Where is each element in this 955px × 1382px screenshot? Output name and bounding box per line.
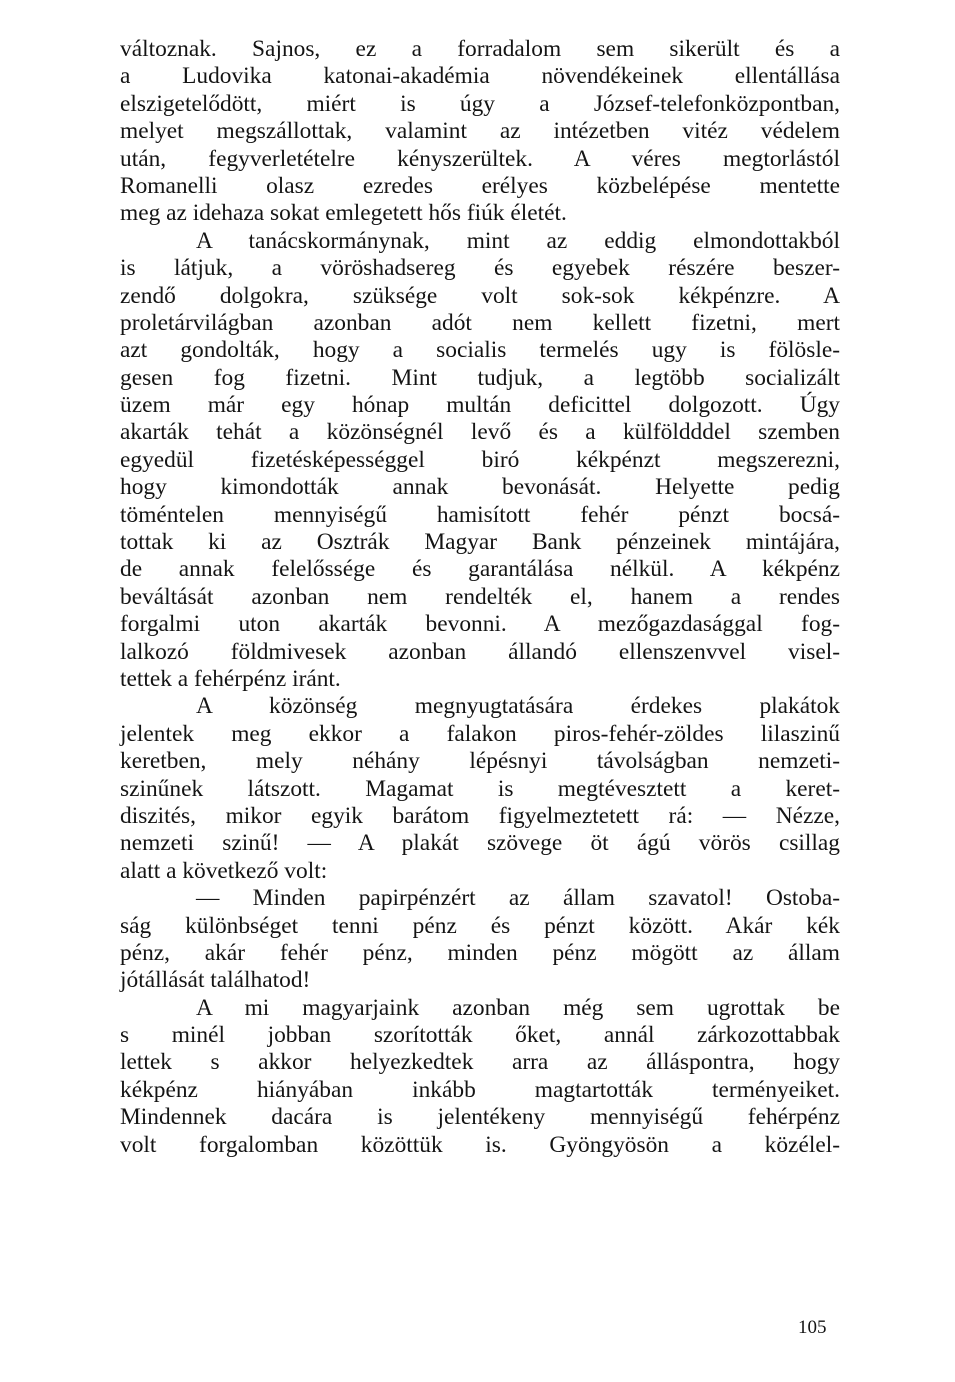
text-line: forgalmi uton akarták bevonni. A mezőgazdasággal fog- [120,611,840,638]
text-line: egyedül fizetésképességgel biró kékpénzt megszerezni, [120,446,840,473]
text-line: szinűnek látszott. Magamat is megtévesztett a keret- [120,775,840,802]
text-line: Mindennek dacára is jelentékeny mennyiségű fehérpénz [120,1104,840,1131]
text-line: üzem már egy hónap multán deficittel dolgozott. Úgy [120,392,840,419]
text-line: jelentek meg ekkor a falakon piros-fehér-zöldes lilaszinű [120,720,840,747]
text-line: változnak. Sajnos, ez a forradalom sem sikerült és a [120,36,840,62]
text-line: elszigetelődött, miért is úgy a József-telefonközpontban, [120,90,840,117]
text-line: lettek s akkor helyezkedtek arra az álláspontra, hogy [120,1049,840,1076]
text-line: beváltását azonban nem rendelték el, hanem a rendes [120,583,840,610]
text-line: jótállását találhatod! [120,967,311,994]
text-line: keretben, mely néhány lépésnyi távolságban nemzeti- [120,748,840,775]
text-line: s minél jobban szorították őket, annál zárkozottabbak [120,1022,840,1049]
text-line: nemzeti szinű! — A plakát szövege öt ágú vörös csillag [120,830,840,857]
page-number: 105 [798,1317,827,1338]
text-line: de annak felelőssége és garantálása nélkül. A kékpénz [120,556,840,583]
text-line: — Minden papirpénzért az állam szavatol! Ostoba- [196,885,840,912]
text-line: zendő dolgokra, szüksége volt sok-sok kékpénzre. A [120,282,840,309]
page-text-block [120,36,840,1159]
text-line: A mi magyarjaink azonban még sem ugrottak be [196,994,840,1021]
text-line: pénz, akár fehér pénz, minden pénz mögött az állam [120,939,840,966]
text-line: a Ludovika katonai-akadémia növendékeinek ellentállása [120,63,840,90]
text-line: alatt a következő volt: [120,857,328,884]
text-line: kékpénz hiányában inkább magtartották terményeiket. [120,1076,840,1103]
text-line: után, fegyverletételre kényszerültek. A véres megtorlástól [120,145,840,172]
text-line: A közönség megnyugtatására érdekes plakátok [196,693,840,720]
text-line: melyet megszállottak, valamint az intézetben vitéz védelem [120,118,840,145]
text-line: diszités, mikor egyik barátom figyelmeztetett rá: — Nézze, [120,802,840,829]
text-line: töméntelen mennyiségű hamisított fehér pénzt bocsá- [120,501,840,528]
text-line: tottak ki az Osztrák Magyar Bank pénzeinek mintájára, [120,529,840,556]
text-line: gesen fog fizetni. Mint tudjuk, a legtöbb socializált [120,364,840,391]
text-line: tettek a fehérpénz iránt. [120,665,341,692]
text-line: proletárvilágban azonban adót nem kellett fizetni, mert [120,309,840,336]
text-line: lalkozó földmivesek azonban állandó ellenszenvvel visel- [120,638,840,665]
text-line: akarták tehát a közönségnél levő és a külföldddel szemben [120,419,840,446]
text-line: A tanácskormánynak, mint az eddig elmondottakból [196,227,840,254]
text-line: volt forgalomban közöttük is. Gyöngyösön a közélel- [120,1131,840,1158]
text-line: meg az idehaza sokat emlegetett hős fiúk életét. [120,200,567,227]
text-line: hogy kimondották annak bevonását. Helyette pedig [120,474,840,501]
text-line: azt gondolták, hogy a socialis termelés ugy is fölösle- [120,337,840,364]
text-line: is látjuk, a vöröshadsereg és egyebek részére beszer- [120,255,840,282]
text-line: ság különbséget tenni pénz és pénzt között. Akár kék [120,912,840,939]
text-line: Romanelli olasz ezredes erélyes közbelépése mentette [120,172,840,199]
